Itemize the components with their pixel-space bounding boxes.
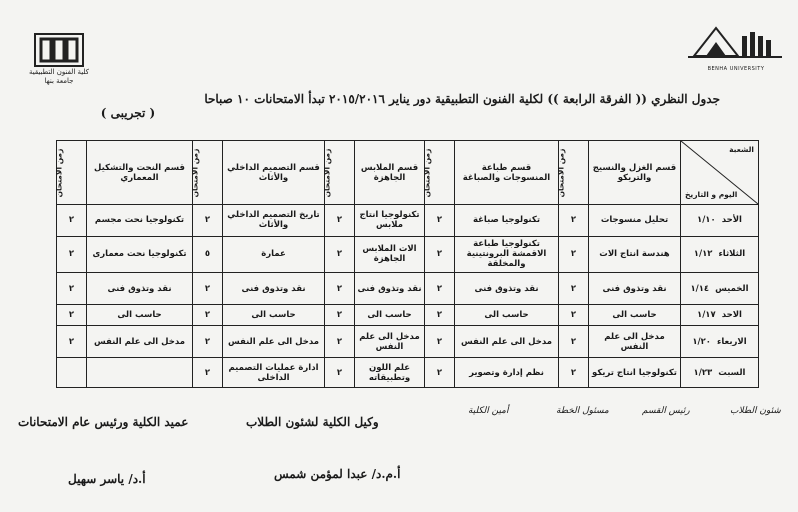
subject-cell xyxy=(87,358,193,388)
corner-day-date-label: اليوم و التاريخ xyxy=(685,190,738,199)
subject-cell: مدخل الى علم النفس xyxy=(455,326,559,358)
table-header-row xyxy=(57,141,759,205)
day-date-cell xyxy=(681,358,759,388)
page-subtitle: ( تجريبى ) xyxy=(100,106,156,120)
exam-duration-cell: ٢ xyxy=(193,326,223,358)
day-name: السبت xyxy=(718,367,746,378)
exam-duration-cell: ٢ xyxy=(325,236,355,272)
column-header-exam-time: زمن الامتحان xyxy=(57,141,87,205)
column-header-department: قسم النحت والتشكيل المعماري xyxy=(87,141,193,205)
subject-cell: حاسب الى xyxy=(589,304,681,325)
subject-cell: علم اللون وتطبيقاته xyxy=(355,358,425,388)
exam-duration-cell: ٢ xyxy=(559,205,589,237)
subject-cell: تكنولوجيا انتاج ملابس xyxy=(355,205,425,237)
faculty-logo-icon xyxy=(33,32,85,68)
day-date-cell xyxy=(681,273,759,305)
subject-cell: تكنولوجيا نحت مجسم xyxy=(87,205,193,237)
table-row xyxy=(57,304,759,325)
exam-duration-cell: ٢ xyxy=(57,205,87,237)
exam-duration-cell: ٢ xyxy=(193,304,223,325)
day-name: الأحد xyxy=(721,215,742,226)
column-header-department: قسم التصميم الداخلي والأثاث xyxy=(223,141,325,205)
table-row xyxy=(57,205,759,237)
schedule-body xyxy=(57,205,759,388)
subject-cell: حاسب الى xyxy=(455,304,559,325)
dean-name: أ.د/ ياسر سهيل xyxy=(68,472,146,486)
subject-cell: تكنولوجيا طباعة الاقمشة البرونتينية والمخلقة xyxy=(455,236,559,272)
signature-dean: عميد الكلية ورئيس عام الامتحانات xyxy=(18,415,189,429)
exam-duration-cell: ٢ xyxy=(559,326,589,358)
subject-cell: مدخل الى علم النفس xyxy=(87,326,193,358)
column-header-exam-time: زمن الامتحان xyxy=(425,141,455,205)
exam-duration-cell: ٢ xyxy=(57,304,87,325)
exam-duration-cell: ٢ xyxy=(325,205,355,237)
exam-duration-cell: ٥ xyxy=(193,236,223,272)
exam-duration-cell: ٢ xyxy=(193,273,223,305)
subject-cell: حاسب الى xyxy=(223,304,325,325)
faculty-logo-caption-2: جامعة بنها xyxy=(44,77,74,85)
table-row xyxy=(57,236,759,272)
subject-cell: حاسب الى xyxy=(355,304,425,325)
exam-duration-cell: ٢ xyxy=(57,236,87,272)
exam-duration-cell: ٢ xyxy=(325,326,355,358)
subject-cell: تكنولوجيا صباغة xyxy=(455,205,559,237)
exam-date: ١/١٢ xyxy=(693,249,713,260)
column-header-exam-time: زمن الامتحان xyxy=(559,141,589,205)
subject-cell: نقد وتذوق فنى xyxy=(223,273,325,305)
exam-duration-cell: ٢ xyxy=(193,205,223,237)
table-row xyxy=(57,326,759,358)
day-name: الاربعاء xyxy=(717,336,747,347)
subject-cell: الات الملابس الجاهزة xyxy=(355,236,425,272)
subject-cell: عمارة xyxy=(223,236,325,272)
subject-cell: نقد وتذوق فنى xyxy=(355,273,425,305)
subject-cell: ادارة عمليات التصميم الداخلى xyxy=(223,358,325,388)
exam-duration-cell: ٢ xyxy=(57,273,87,305)
corner-department-label: الشعبة xyxy=(729,145,754,154)
schedule-table xyxy=(56,140,759,388)
exam-duration-cell: ٢ xyxy=(325,273,355,305)
exam-duration-cell: ٢ xyxy=(559,273,589,305)
exam-duration-cell: ٢ xyxy=(559,236,589,272)
faculty-logo-caption-1: كلية الفنون التطبيقية xyxy=(28,68,90,76)
university-logo xyxy=(686,22,786,70)
subject-cell: نقد وتذوق فنى xyxy=(589,273,681,305)
exam-duration-cell: ٢ xyxy=(559,304,589,325)
table-row xyxy=(57,273,759,305)
subject-cell: نقد وتذوق فنى xyxy=(455,273,559,305)
page-title: جدول النظري (( الفرقة الرابعة )) لكلية الفنون التطبيقية دور يناير ٢٠١٥/٢٠١٦ تبدأ الامتحانات ١٠ صباحا xyxy=(204,92,720,106)
signature-plan-officer: مسئول الخطة xyxy=(556,406,609,416)
signature-faculty-secretary: أمين الكلية xyxy=(468,406,509,416)
exam-duration-cell: ٢ xyxy=(559,358,589,388)
column-header-exam-time: زمن الامتحان xyxy=(193,141,223,205)
exam-duration-cell: ٢ xyxy=(193,358,223,388)
subject-cell: نقد وتذوق فنى xyxy=(87,273,193,305)
exam-duration-cell: ٢ xyxy=(325,304,355,325)
exam-duration-cell: ٢ xyxy=(425,358,455,388)
subject-cell: تحليل منسوجات xyxy=(589,205,681,237)
subject-cell: تكنولوجيا انتاج تريكو xyxy=(589,358,681,388)
subject-cell: مدخل الى علم النفس xyxy=(589,326,681,358)
vice-dean-name: أ.م.د/ عبدا لمؤمن شمس xyxy=(274,467,401,481)
exam-duration-cell: ٢ xyxy=(425,304,455,325)
exam-duration-cell: ٢ xyxy=(425,326,455,358)
table-row xyxy=(57,358,759,388)
column-header-exam-time: زمن الامتحان xyxy=(325,141,355,205)
exam-duration-cell xyxy=(57,358,87,388)
exam-duration-cell: ٢ xyxy=(425,205,455,237)
signature-student-affairs: شئون الطلاب xyxy=(730,406,781,416)
day-date-cell xyxy=(681,304,759,325)
subject-cell: هندسة انتاج الات xyxy=(589,236,681,272)
exam-date: ١/١٠ xyxy=(697,215,716,226)
university-pyramid-icon xyxy=(686,22,786,62)
exam-date: ١/٢٣ xyxy=(693,367,713,378)
signature-vice-dean: وكيل الكلية لشئون الطلاب xyxy=(246,415,379,429)
exam-duration-cell: ٢ xyxy=(57,326,87,358)
column-header-department: قسم طباعة المنسوجات والصباغة xyxy=(455,141,559,205)
exam-duration-cell: ٢ xyxy=(425,236,455,272)
subject-cell: نظم إدارة وتصوير xyxy=(455,358,559,388)
exam-date: ١/٢٠ xyxy=(692,336,711,347)
exam-duration-cell: ٢ xyxy=(325,358,355,388)
day-date-cell xyxy=(681,205,759,237)
university-logo-caption: BENHA UNIVERSITY xyxy=(707,66,765,72)
signature-department-head: رئيس القسم xyxy=(642,406,690,416)
subject-cell: تكنولوجيا نحت معمارى xyxy=(87,236,193,272)
day-date-cell xyxy=(681,326,759,358)
subject-cell: مدخل الى علم النفس xyxy=(223,326,325,358)
day-name: الخميس xyxy=(715,283,749,294)
day-name: الاحد xyxy=(721,310,742,321)
subject-cell: حاسب الى xyxy=(87,304,193,325)
faculty-logo xyxy=(26,32,92,92)
column-header-department: قسم الملابس الجاهزة xyxy=(355,141,425,205)
corner-cell xyxy=(681,141,759,205)
exam-duration-cell: ٢ xyxy=(425,273,455,305)
subject-cell: تاريخ التصميم الداخلي والأثاث xyxy=(223,205,325,237)
day-name: الثلاثاء xyxy=(718,249,746,260)
subject-cell: مدخل الى علم النفس xyxy=(355,326,425,358)
exam-date: ١/١٤ xyxy=(690,283,710,294)
exam-date: ١/١٧ xyxy=(697,310,716,321)
column-header-department: قسم الغزل والنسيج والتريكو xyxy=(589,141,681,205)
day-date-cell xyxy=(681,236,759,272)
